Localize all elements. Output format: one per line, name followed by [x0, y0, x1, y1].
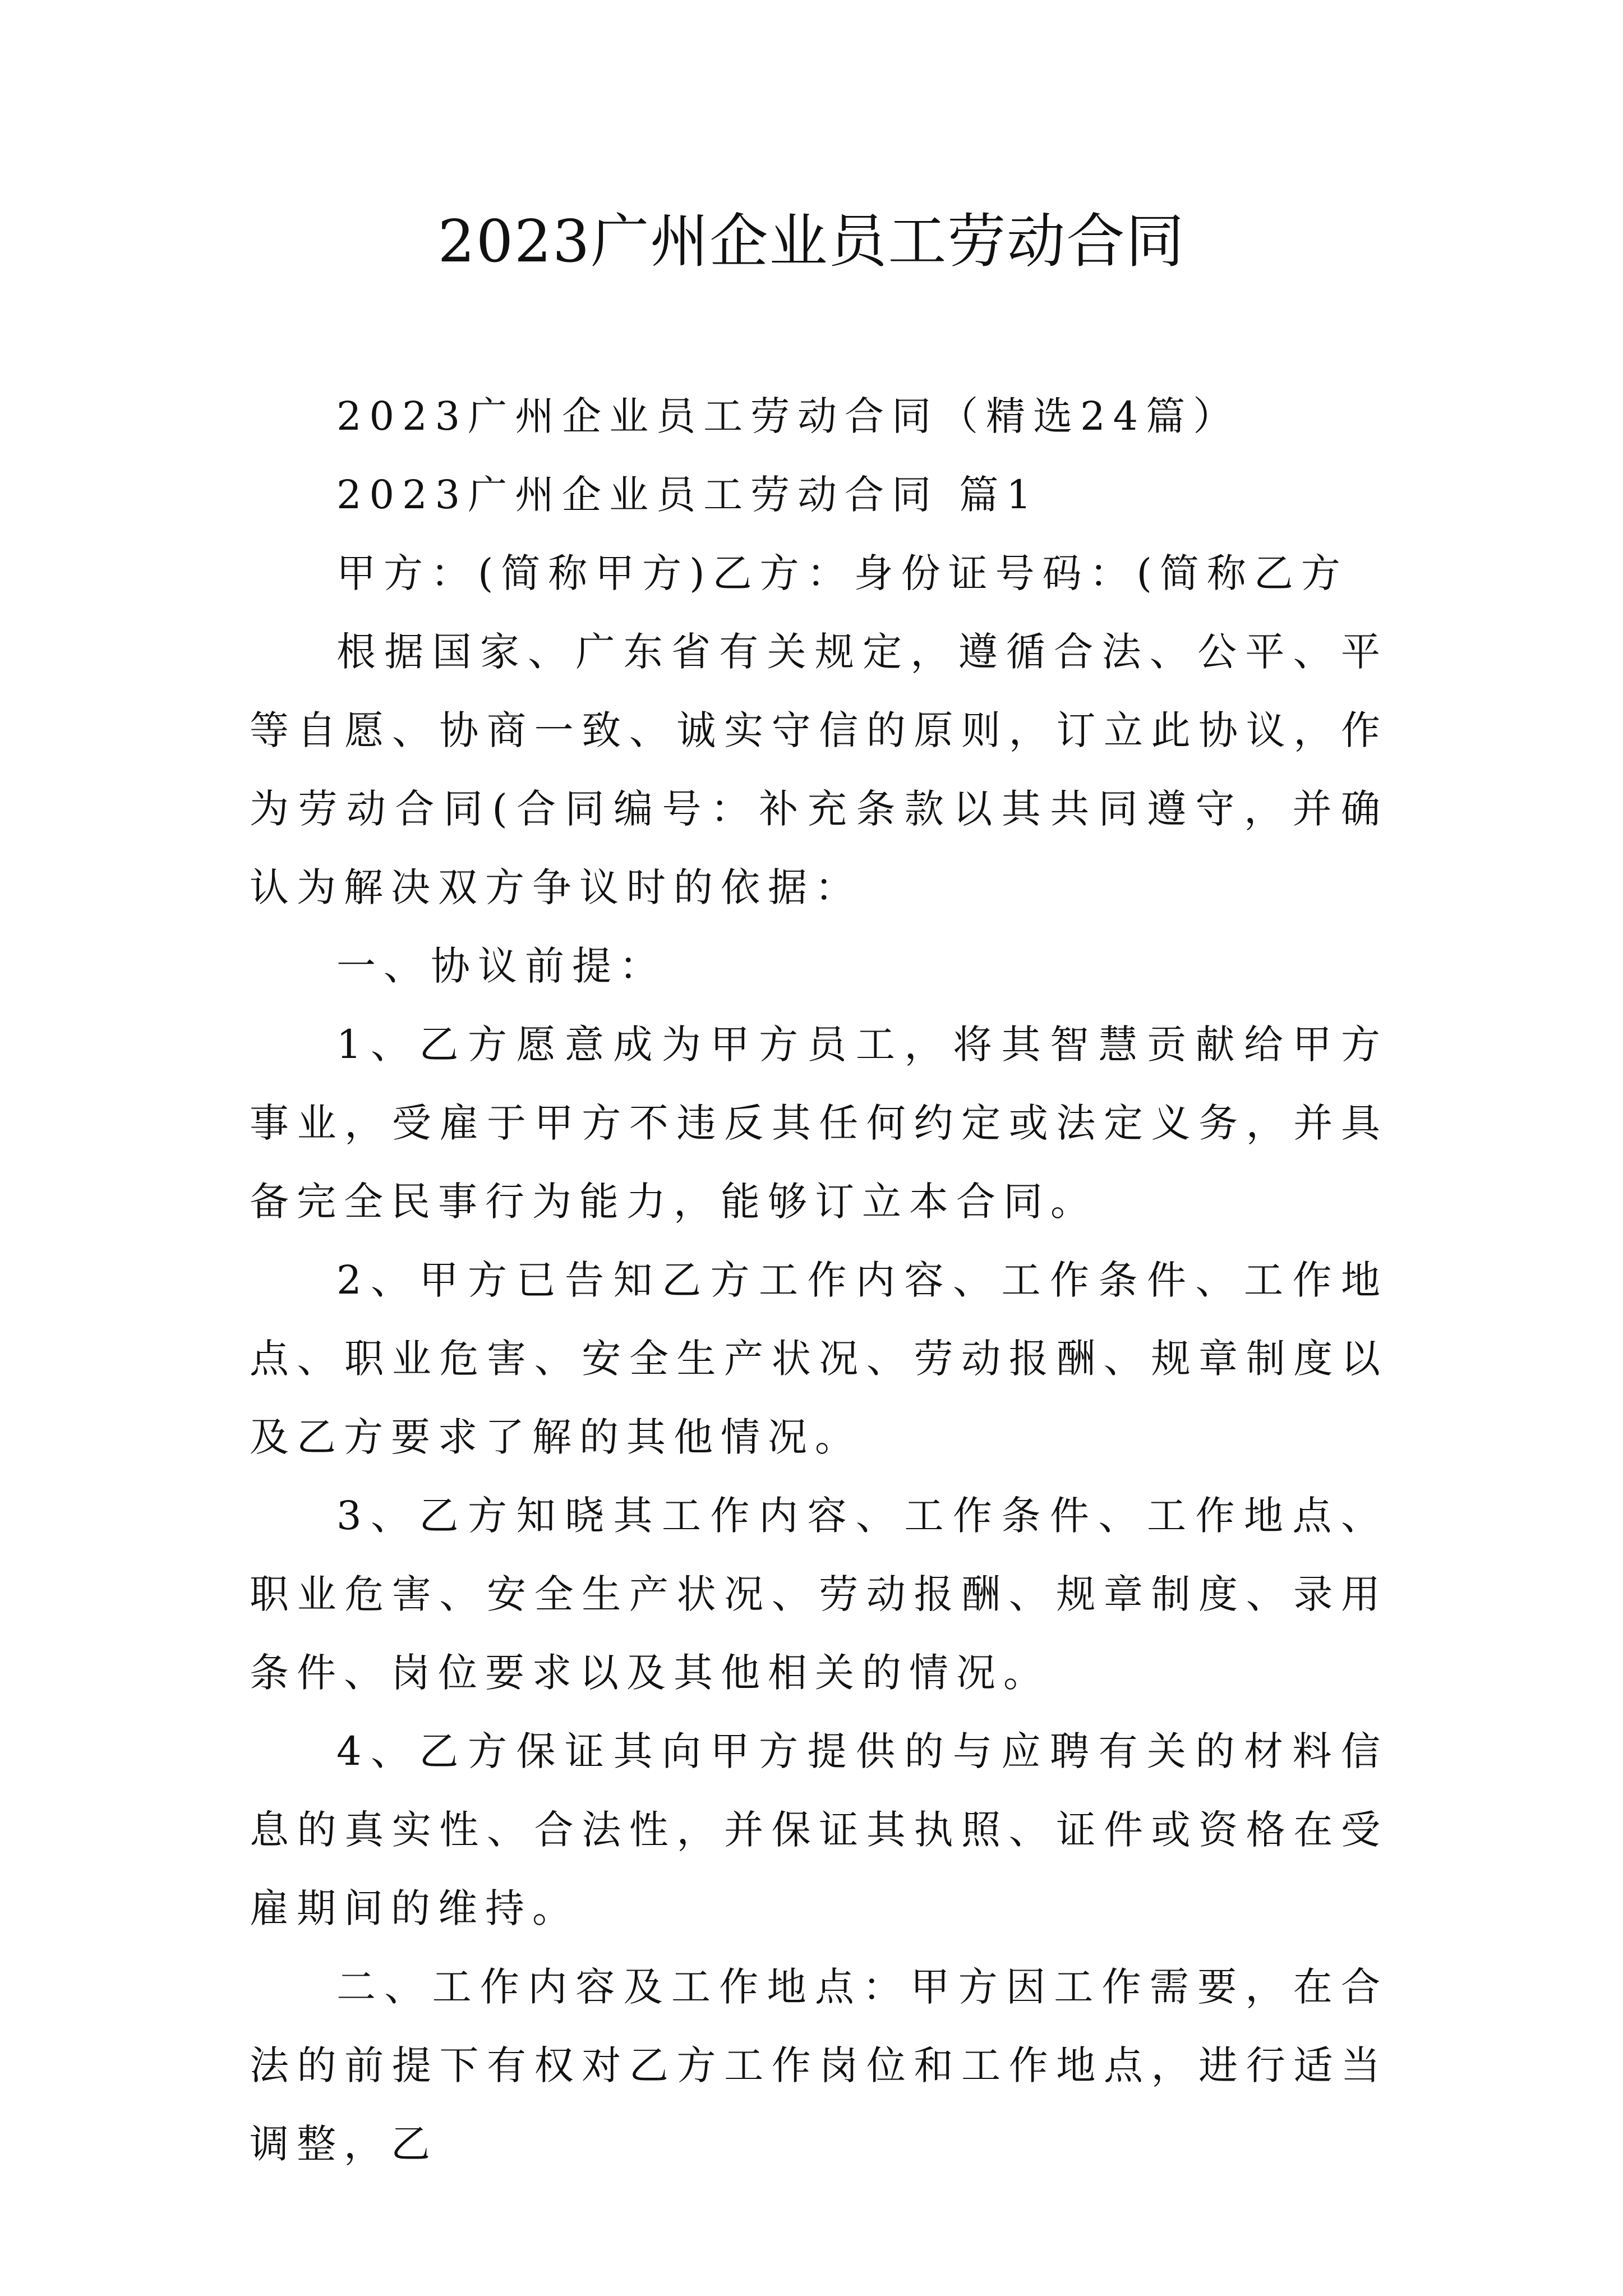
- paragraph-subtitle: 2023广州企业员工劳动合同（精选24篇）: [336, 393, 1241, 439]
- document-title: 2023广州企业员工劳动合同: [437, 207, 1186, 275]
- paragraph-clause-1-heading: 一、协议前提：: [336, 943, 666, 989]
- paragraph-section-heading: 2023广州企业员工劳动合同 篇1: [336, 472, 1039, 518]
- paragraph-parties: 甲方：(简称甲方)乙方：身份证号码：(简称乙方: [336, 550, 1348, 596]
- paragraph-clause-1-2: 2、甲方已告知乙方工作内容、工作条件、工作地点、职业危害、安全生产状况、劳动报酬、规章制度以及乙方要求了解的其他情况。: [250, 1257, 1388, 1460]
- paragraph-clause-1-3: 3、乙方知晓其工作内容、工作条件、工作地点、职业危害、安全生产状况、劳动报酬、规章制度、录用条件、岗位要求以及其他相关的情况。: [250, 1493, 1388, 1696]
- document-body: [250, 377, 1388, 2183]
- paragraph-clause-2: 二、工作内容及工作地点：甲方因工作需要，在合法的前提下有权对乙方工作岗位和工作地点，进行适当调整，乙: [250, 1964, 1388, 2167]
- paragraph-clause-1-1: 1、乙方愿意成为甲方员工，将其智慧贡献给甲方事业，受雇于甲方不违反其任何约定或法定义务，并具备完全民事行为能力，能够订立本合同。: [250, 1022, 1388, 1225]
- paragraph-preamble: 根据国家、广东省有关规定，遵循合法、公平、平等自愿、协商一致、诚实守信的原则，订立此协议，作为劳动合同(合同编号：补充条款以其共同遵守，并确认为解决双方争议时的依据：: [250, 629, 1388, 910]
- paragraph-clause-1-4: 4、乙方保证其向甲方提供的与应聘有关的材料信息的真实性、合法性，并保证其执照、证件或资格在受雇期间的维持。: [250, 1728, 1388, 1931]
